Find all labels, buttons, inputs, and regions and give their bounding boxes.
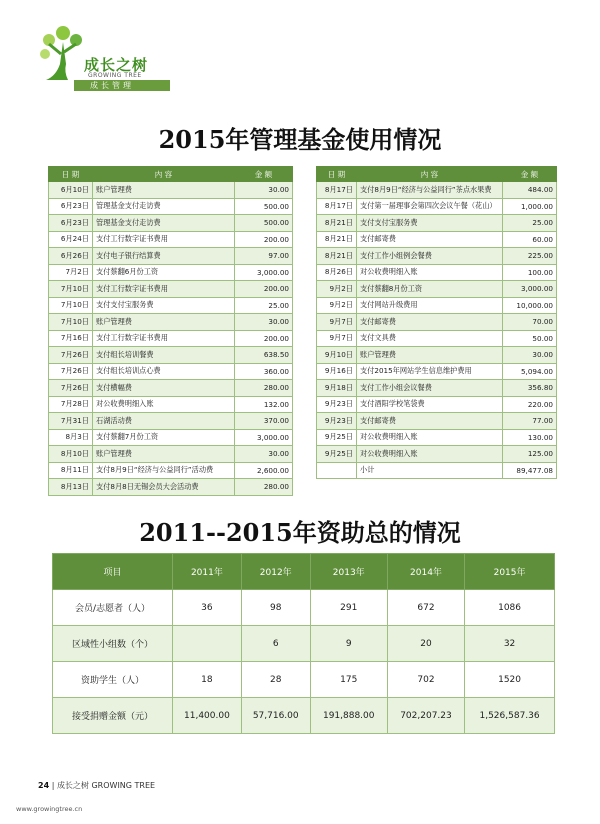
column-header-content: 内 容 <box>93 167 235 182</box>
summary-header-year: 2011年 <box>173 554 242 590</box>
date-cell: 9月7日 <box>317 330 357 347</box>
date-cell: 7月10日 <box>49 297 93 314</box>
amount-cell: 638.50 <box>235 347 293 364</box>
summary-row-label: 区域性小组数（个） <box>53 626 173 662</box>
amount-cell: 3,000.00 <box>503 281 557 298</box>
date-cell: 7月26日 <box>49 363 93 380</box>
summary-value-cell: 20 <box>387 626 464 662</box>
table-row <box>49 363 293 380</box>
ledger-left-body <box>49 182 293 496</box>
date-cell: 8月26日 <box>317 264 357 281</box>
amount-cell: 3,000.00 <box>235 429 293 446</box>
table-row <box>49 446 293 463</box>
date-cell: 7月10日 <box>49 281 93 298</box>
date-cell: 9月23日 <box>317 413 357 430</box>
content-cell: 管理基金支付走访费 <box>93 198 235 215</box>
amount-cell: 280.00 <box>235 380 293 397</box>
table-row <box>49 347 293 364</box>
ledger-right-body <box>317 182 557 479</box>
date-cell: 6月26日 <box>49 248 93 265</box>
content-cell: 支付蔡翻7月份工资 <box>93 429 235 446</box>
content-cell: 支付工行数字证书费用 <box>93 231 235 248</box>
table-row <box>49 413 293 430</box>
table-row <box>49 182 293 199</box>
table-row <box>49 231 293 248</box>
table-row <box>49 198 293 215</box>
brand-english: GROWING TREE <box>88 72 142 79</box>
date-cell: 7月2日 <box>49 264 93 281</box>
amount-cell: 60.00 <box>503 231 557 248</box>
amount-cell: 280.00 <box>235 479 293 496</box>
summary-value-cell: 28 <box>241 662 310 698</box>
amount-cell: 100.00 <box>503 264 557 281</box>
amount-cell: 125.00 <box>503 446 557 463</box>
column-header-date: 日 期 <box>317 167 357 182</box>
table-row <box>49 314 293 331</box>
date-cell: 9月16日 <box>317 363 357 380</box>
content-cell: 小计 <box>357 462 503 479</box>
amount-cell: 225.00 <box>503 248 557 265</box>
footer-url: www.growingtree.cn <box>16 805 83 813</box>
date-cell: 7月28日 <box>49 396 93 413</box>
amount-cell: 77.00 <box>503 413 557 430</box>
amount-cell: 356.80 <box>503 380 557 397</box>
fund-usage-title: 2015年管理基金使用情况 <box>158 125 442 154</box>
amount-cell: 360.00 <box>235 363 293 380</box>
summary-header-year: 2015年 <box>465 554 555 590</box>
table-row <box>317 347 557 364</box>
summary-value-cell: 672 <box>387 590 464 626</box>
table-row <box>317 462 557 479</box>
summary-value-cell: 18 <box>173 662 242 698</box>
date-cell: 8月10日 <box>49 446 93 463</box>
aid-summary-title: 2011--2015年资助总的情况 <box>139 518 461 547</box>
table-row <box>317 182 557 199</box>
content-cell: 对公收费明细入账 <box>93 396 235 413</box>
amount-cell: 500.00 <box>235 198 293 215</box>
date-cell: 8月17日 <box>317 198 357 215</box>
table-row <box>317 231 557 248</box>
date-cell: 9月7日 <box>317 314 357 331</box>
date-cell: 8月17日 <box>317 182 357 199</box>
table-row <box>49 248 293 265</box>
content-cell: 账户管理费 <box>357 347 503 364</box>
date-cell: 7月10日 <box>49 314 93 331</box>
amount-cell: 200.00 <box>235 231 293 248</box>
content-cell: 支付邮寄费 <box>357 231 503 248</box>
footer-separator: | <box>51 781 57 790</box>
amount-cell: 50.00 <box>503 330 557 347</box>
table-row <box>49 380 293 397</box>
ledger-table-left <box>48 166 293 496</box>
content-cell: 支付文具费 <box>357 330 503 347</box>
amount-cell: 1,000.00 <box>503 198 557 215</box>
table-row <box>49 215 293 232</box>
summary-body <box>53 590 555 734</box>
amount-cell: 500.00 <box>235 215 293 232</box>
amount-cell: 89,477.08 <box>503 462 557 479</box>
content-cell: 石湖活动费 <box>93 413 235 430</box>
amount-cell: 200.00 <box>235 330 293 347</box>
amount-cell: 132.00 <box>235 396 293 413</box>
table-row <box>317 198 557 215</box>
summary-header-year: 2014年 <box>387 554 464 590</box>
ledger-table-right <box>316 166 557 479</box>
content-cell: 支付8月8日无锡会员大会活动费 <box>93 479 235 496</box>
date-cell: 8月11日 <box>49 462 93 479</box>
date-cell: 9月23日 <box>317 396 357 413</box>
section-label: 成长管理 <box>74 80 170 91</box>
summary-value-cell: 1,526,587.36 <box>465 698 555 734</box>
table-row <box>317 363 557 380</box>
table-row <box>49 330 293 347</box>
content-cell: 支付支付宝服务费 <box>93 297 235 314</box>
date-cell: 9月18日 <box>317 380 357 397</box>
content-cell: 支付工行数字证书费用 <box>93 330 235 347</box>
summary-value-cell: 175 <box>310 662 387 698</box>
table-row <box>317 297 557 314</box>
amount-cell: 130.00 <box>503 429 557 446</box>
column-header-amount: 金 额 <box>503 167 557 182</box>
amount-cell: 5,094.00 <box>503 363 557 380</box>
amount-cell: 200.00 <box>235 281 293 298</box>
amount-cell: 25.00 <box>235 297 293 314</box>
summary-header-year: 2013年 <box>310 554 387 590</box>
summary-value-cell <box>173 626 242 662</box>
summary-row <box>53 590 555 626</box>
content-cell: 支付支付宝服务费 <box>357 215 503 232</box>
table-row <box>317 281 557 298</box>
content-cell: 支付酒阳学校笔袋费 <box>357 396 503 413</box>
date-cell: 8月21日 <box>317 215 357 232</box>
column-header-amount: 金 额 <box>235 167 293 182</box>
amount-cell: 2,600.00 <box>235 462 293 479</box>
table-row <box>49 297 293 314</box>
content-cell: 支付网站升级费用 <box>357 297 503 314</box>
table-row <box>317 396 557 413</box>
amount-cell: 30.00 <box>235 182 293 199</box>
amount-cell: 30.00 <box>503 347 557 364</box>
summary-value-cell: 191,888.00 <box>310 698 387 734</box>
amount-cell: 70.00 <box>503 314 557 331</box>
content-cell: 支付组长培训点心费 <box>93 363 235 380</box>
summary-value-cell: 291 <box>310 590 387 626</box>
date-cell: 8月13日 <box>49 479 93 496</box>
summary-row-label: 资助学生（人） <box>53 662 173 698</box>
date-cell: 6月24日 <box>49 231 93 248</box>
content-cell: 支付蔡翻8月份工资 <box>357 281 503 298</box>
summary-value-cell: 98 <box>241 590 310 626</box>
summary-value-cell: 36 <box>173 590 242 626</box>
logo <box>38 24 168 92</box>
table-row <box>317 215 557 232</box>
content-cell: 管理基金支付走访费 <box>93 215 235 232</box>
table-row <box>317 248 557 265</box>
table-row <box>317 314 557 331</box>
publication-name: 成长之树 GROWING TREE <box>56 781 156 790</box>
table-row <box>49 479 293 496</box>
table-row <box>317 446 557 463</box>
date-cell <box>317 462 357 479</box>
content-cell: 对公收费明细入账 <box>357 446 503 463</box>
amount-cell: 25.00 <box>503 215 557 232</box>
content-cell: 支付2015年网站学生信息维护费用 <box>357 363 503 380</box>
amount-cell: 220.00 <box>503 396 557 413</box>
date-cell: 6月23日 <box>49 215 93 232</box>
amount-cell: 370.00 <box>235 413 293 430</box>
aid-summary-table <box>52 553 555 734</box>
summary-value-cell: 702,207.23 <box>387 698 464 734</box>
content-cell: 支付8月9日“经济与公益同行”茶点水果费 <box>357 182 503 199</box>
date-cell: 6月23日 <box>49 198 93 215</box>
summary-row <box>53 698 555 734</box>
table-row <box>49 462 293 479</box>
date-cell: 7月26日 <box>49 347 93 364</box>
content-cell: 对公收费明细入账 <box>357 429 503 446</box>
amount-cell: 484.00 <box>503 182 557 199</box>
date-cell: 9月2日 <box>317 281 357 298</box>
summary-value-cell: 1086 <box>465 590 555 626</box>
date-cell: 9月10日 <box>317 347 357 364</box>
content-cell: 支付邮寄费 <box>357 413 503 430</box>
content-cell: 支付组长培训餐费 <box>93 347 235 364</box>
summary-value-cell: 1520 <box>465 662 555 698</box>
content-cell: 支付工作小组例会餐费 <box>357 248 503 265</box>
page-number: 24 <box>38 781 50 790</box>
table-row <box>49 264 293 281</box>
amount-cell: 30.00 <box>235 314 293 331</box>
summary-value-cell: 57,716.00 <box>241 698 310 734</box>
content-cell: 账户管理费 <box>93 182 235 199</box>
table-row <box>317 380 557 397</box>
content-cell: 支付蔡翻6月份工资 <box>93 264 235 281</box>
table-row <box>49 281 293 298</box>
summary-value-cell: 11,400.00 <box>173 698 242 734</box>
date-cell: 9月2日 <box>317 297 357 314</box>
table-row <box>49 429 293 446</box>
summary-header-year: 2012年 <box>241 554 310 590</box>
content-cell: 对公收费明细入账 <box>357 264 503 281</box>
summary-row <box>53 662 555 698</box>
summary-row-label: 接受捐赠金额（元） <box>53 698 173 734</box>
page-footer <box>38 780 155 791</box>
summary-value-cell: 6 <box>241 626 310 662</box>
date-cell: 8月21日 <box>317 231 357 248</box>
summary-header-row <box>53 554 555 590</box>
table-row <box>317 330 557 347</box>
content-cell: 支付邮寄费 <box>357 314 503 331</box>
amount-cell: 10,000.00 <box>503 297 557 314</box>
brand-name: 成长之树 <box>84 56 149 74</box>
date-cell: 9月25日 <box>317 446 357 463</box>
date-cell: 7月16日 <box>49 330 93 347</box>
content-cell: 账户管理费 <box>93 446 235 463</box>
summary-row-label: 会员/志愿者（人） <box>53 590 173 626</box>
content-cell: 支付工行数字证书费用 <box>93 281 235 298</box>
amount-cell: 97.00 <box>235 248 293 265</box>
amount-cell: 30.00 <box>235 446 293 463</box>
date-cell: 8月21日 <box>317 248 357 265</box>
content-cell: 账户管理费 <box>93 314 235 331</box>
summary-row <box>53 626 555 662</box>
date-cell: 7月26日 <box>49 380 93 397</box>
summary-header-item: 项目 <box>53 554 173 590</box>
column-header-content: 内 容 <box>357 167 503 182</box>
summary-value-cell: 9 <box>310 626 387 662</box>
tree-logo-icon <box>38 24 88 84</box>
content-cell: 支付横幅费 <box>93 380 235 397</box>
content-cell: 支付工作小组会议餐费 <box>357 380 503 397</box>
content-cell: 支付第一届理事会第四次会议午餐（花山） <box>357 198 503 215</box>
content-cell: 支付电子银行结算费 <box>93 248 235 265</box>
date-cell: 9月25日 <box>317 429 357 446</box>
content-cell: 支付8月9日“经济与公益同行”活动费 <box>93 462 235 479</box>
column-header-date: 日 期 <box>49 167 93 182</box>
summary-value-cell: 32 <box>465 626 555 662</box>
table-row <box>317 429 557 446</box>
table-row <box>49 396 293 413</box>
date-cell: 7月31日 <box>49 413 93 430</box>
date-cell: 8月3日 <box>49 429 93 446</box>
amount-cell: 3,000.00 <box>235 264 293 281</box>
date-cell: 6月10日 <box>49 182 93 199</box>
table-row <box>317 413 557 430</box>
summary-value-cell: 702 <box>387 662 464 698</box>
table-row <box>317 264 557 281</box>
